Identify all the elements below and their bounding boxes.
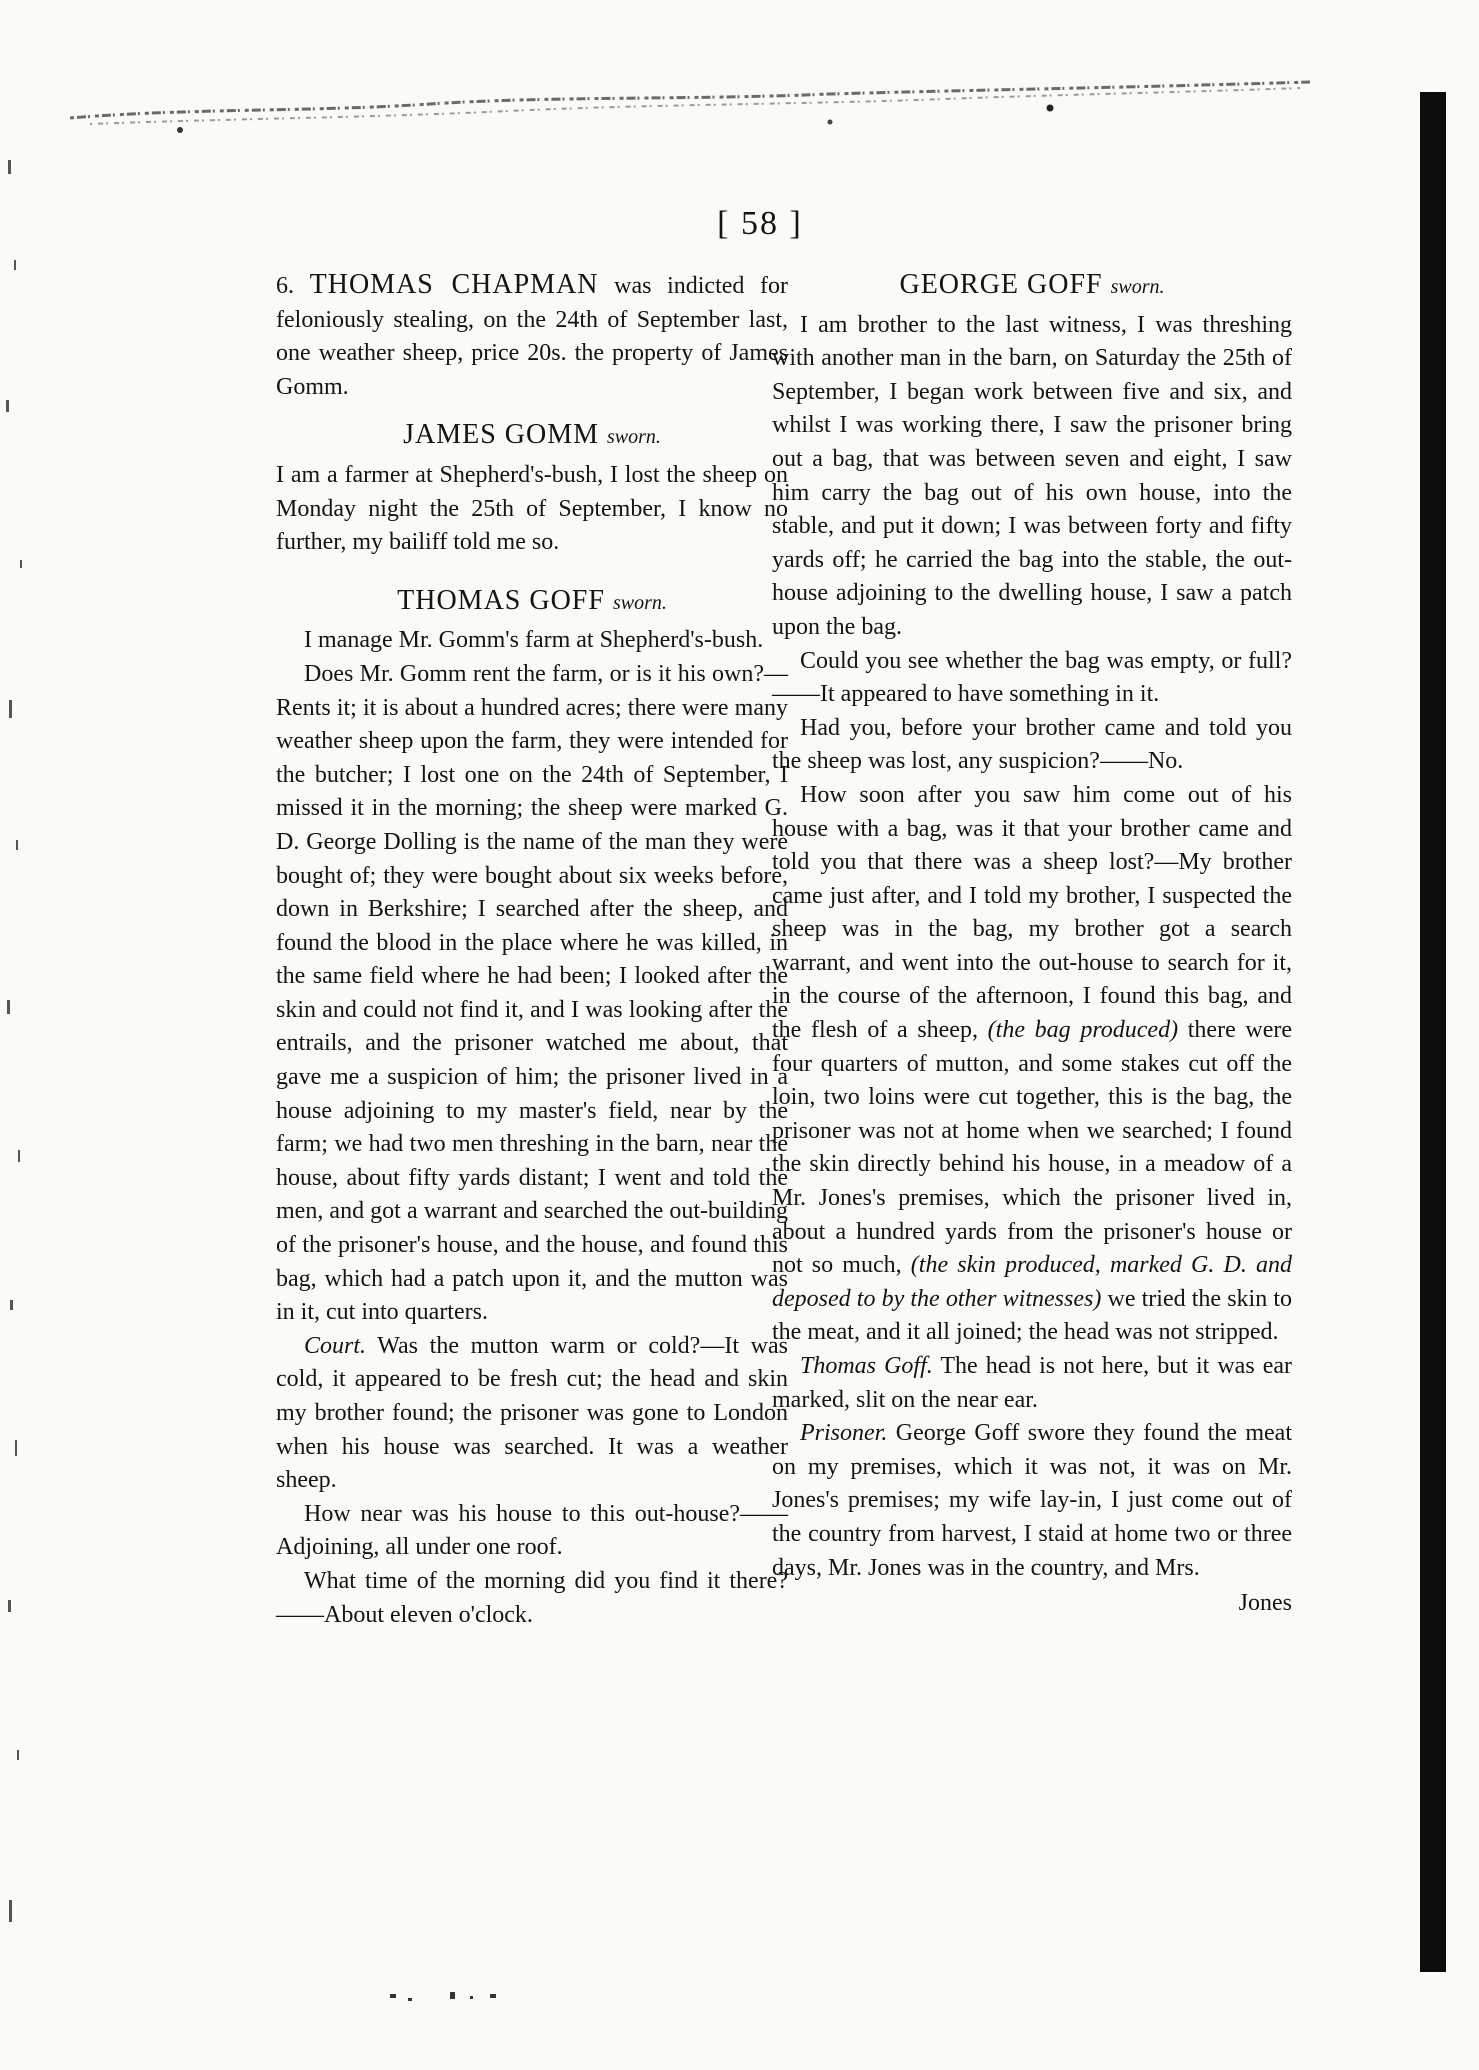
- witness-heading-thomas-goff: [276, 584, 788, 621]
- question-paragraph: How near was his house to this out-house?——Adjoining, all under one roof.: [276, 1500, 788, 1561]
- speaker-label: Prisoner.: [800, 1420, 888, 1447]
- testimony-paragraph: Does Mr. Gomm rent the farm, or is it his own?—Rents it; it is about a hundred acres; there were many weather sheep upon the farm, they were intended for the butcher; I lost one on the 24th of September, I missed it in the morning; the sheep were marked G. D. George Dolling is the name of the man they were bought of; they were bought about six weeks before, down in Berkshire; I searched after the sheep, and found the blood in the place where he was killed, in the same field where he had been; I looked after the skin and could not find it, and I was looking after the entrails, and the prisoner watched me about, that gave me a suspicion of him; the prisoner lived in a house adjoining to my master's field, near by the farm; we had two men threshing in the barn, near the house, about fifty yards distant; I went and told the men, and got a warrant and searched the out-building of the prisoner's house, and the house, and found this bag, which had a patch upon it, and the mutton was in it, cut into quarters.: [276, 660, 788, 1326]
- question-paragraph: Could you see whether the bag was empty, or full?——It appeared to have something in it.: [772, 647, 1292, 708]
- case-name: THOMAS CHAPMAN: [309, 269, 599, 300]
- witness-heading-james-gomm: [276, 418, 788, 455]
- scan-noise-bottom: [380, 1984, 530, 2012]
- case-paragraph: [276, 268, 788, 404]
- question-paragraph: Had you, before your brother came and told you the sheep was lost, any suspicion?——No.: [772, 714, 1292, 775]
- goff-statement: [772, 1350, 1292, 1417]
- scan-noise-left: [0, 140, 40, 2040]
- witness-name: THOMAS GOFF: [397, 584, 605, 616]
- page-number: [ 58 ]: [717, 205, 803, 242]
- catchword: Jones: [1238, 1590, 1292, 1617]
- prisoner-statement: [772, 1417, 1292, 1585]
- court-text: Was the mutton warm or cold?—It was cold, it appeared to be fresh cut; the head and skin my brother found; the prisoner was gone to London when his house was searched. It was a weather sheep.: [276, 1332, 788, 1494]
- case-number: 6.: [276, 273, 294, 299]
- court-question: [276, 1330, 788, 1498]
- sworn-label: sworn.: [612, 591, 667, 614]
- scan-dark-edge: [1420, 92, 1446, 1972]
- left-column: [276, 268, 788, 1632]
- case-text: was indicted for feloniously stealing, on the 24th of September last, one weather sheep, price 20s. the property of James Gomm.: [276, 273, 789, 400]
- exhibit-note: (the bag produced): [987, 1017, 1179, 1044]
- sworn-label: sworn.: [1110, 276, 1165, 298]
- witness-name: JAMES GOMM: [403, 419, 600, 451]
- scan-noise-top: [70, 78, 1310, 148]
- question-paragraph: What time of the morning did you find it there?——About eleven o'clock.: [276, 1567, 788, 1628]
- question-paragraph: [772, 779, 1292, 1350]
- right-column: [772, 268, 1292, 1621]
- statement-text: George Goff swore they found the meat on my premises, which it was not, it was on Mr. Jones's premises; my wife lay-in, I just come out of the country from harvest, I staid at home two or three days, Mr. Jones was in the country, and Mrs.: [772, 1420, 1293, 1581]
- court-label: Court.: [304, 1332, 367, 1359]
- answer-text: there were four quarters of mutton, and some stakes cut off the loin, two loins were cut together, this is the bag, the prisoner was not at home when we searched; I found the skin directly behind his house, in a meadow of a Mr. Jones's premises, which the prisoner lived in, about a hundred yards from the prisoner's house or not so much,: [772, 1017, 1293, 1279]
- sworn-label: sworn.: [607, 426, 661, 449]
- testimony-paragraph: I am a farmer at Shepherd's-bush, I lost the sheep on Monday night the 25th of September, I know no further, my bailiff told me so.: [276, 461, 788, 556]
- answer-text: we tried the skin to the meat, and it all joined; the head was not stripped.: [772, 1285, 1293, 1346]
- speaker-label: Thomas Goff.: [800, 1353, 933, 1379]
- testimony-paragraph: I am brother to the last witness, I was threshing with another man in the barn, on Saturday the 25th of September, I began work between five and six, and whilst I was working there, I saw the prisoner bring out a bag, that was between seven and eight, I saw him carry the bag out of his own house, into the stable, and put it down; I was between forty and fifty yards off; he carried the bag into the stable, the out-house adjoining to the dwelling house, I saw a patch upon the bag.: [772, 311, 1292, 640]
- witness-heading-george-goff: [772, 268, 1292, 305]
- testimony-paragraph: I manage Mr. Gomm's farm at Shepherd's-bush.: [304, 627, 764, 654]
- statement-text: The head is not here, but it was ear marked, slit on the near ear.: [772, 1353, 1293, 1413]
- witness-name: GEORGE GOFF: [899, 269, 1103, 300]
- exhibit-note: (the skin produced, marked G. D. and deposed to by the other witnesses): [772, 1252, 1293, 1312]
- answer-text: How soon after you saw him come out of his house with a bag, was it that your brother came and told you that there was a sheep lost?—My brother came just after, and I told my brother, I suspected the sheep was in the bag, my brother got a search warrant, and went into the out-house to search for it, in the course of the afternoon, I found this bag, and the flesh of a sheep,: [772, 781, 1292, 1044]
